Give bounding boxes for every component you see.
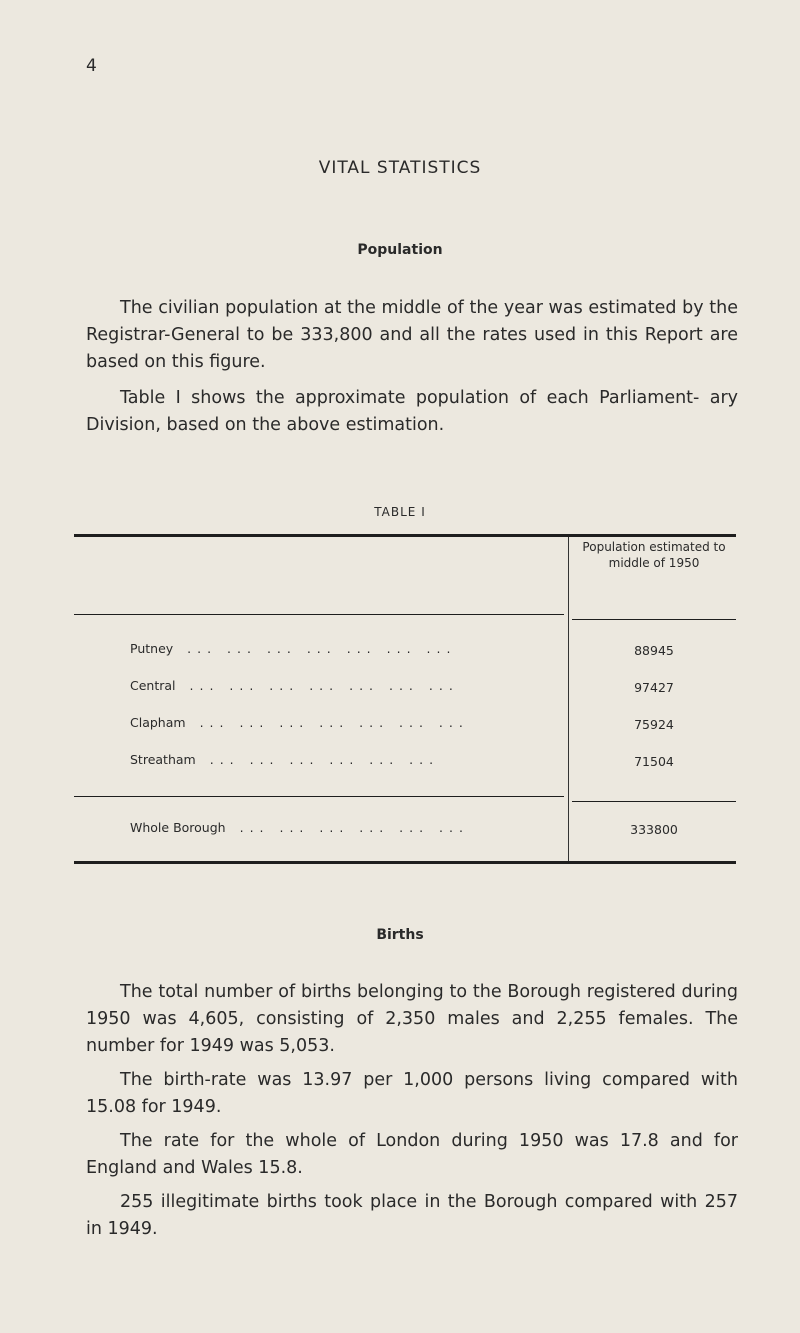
table-top-rule [74, 534, 736, 537]
row-value-putney: 88945 [634, 643, 674, 658]
header-rule-right [572, 619, 736, 620]
row-value-clapham: 75924 [634, 717, 674, 732]
births-heading: Births [376, 927, 424, 943]
table-column-divider [568, 537, 569, 864]
total-rule-left [74, 796, 564, 797]
page-title: VITAL STATISTICS [318, 158, 482, 178]
total-rule-right [572, 801, 736, 802]
header-rule-left [74, 614, 564, 615]
row-value-central: 97427 [634, 680, 674, 695]
row-label-clapham: Clapham ... ... ... ... ... ... ... [130, 715, 469, 730]
births-paragraph-3: The rate for the whole of London during 1950 was 17.8 and for England and Wales 15.8. [86, 1131, 738, 1178]
column-header: Population estimated to middle of 1950 [582, 540, 726, 570]
births-paragraph-2: The birth-rate was 13.97 per 1,000 persons living compared with 15.08 for 1949. [86, 1070, 738, 1117]
table-caption: TABLE I [374, 505, 426, 519]
row-value-streatham: 71504 [634, 754, 674, 769]
row-label-whole-borough: Whole Borough ... ... ... ... ... ... [130, 820, 469, 835]
population-paragraph-2: Table I shows the approximate population of each Parliament- ary Division, based on the above estimation. [86, 388, 738, 435]
row-label-streatham: Streatham ... ... ... ... ... ... [130, 752, 440, 767]
row-label-central: Central ... ... ... ... ... ... ... [130, 678, 459, 693]
population-paragraph-1: The civilian population at the middle of the year was estimated by the Registrar-General to be 333,800 and all the rates used in this Report are based on this figure. [86, 298, 738, 372]
row-label-putney: Putney ... ... ... ... ... ... ... [130, 641, 457, 656]
births-paragraph-4: 255 illegitimate births took place in the Borough compared with 257 in 1949. [86, 1192, 738, 1239]
births-paragraph-1: The total number of births belonging to the Borough registered during 1950 was 4,605, consisting of 2,350 males and 2,255 females. The number for 1949 was 5,053. [86, 982, 738, 1056]
population-heading: Population [357, 242, 443, 258]
page-number: 4 [86, 56, 97, 76]
row-value-whole-borough: 333800 [630, 822, 678, 837]
table-bottom-rule [74, 861, 736, 864]
